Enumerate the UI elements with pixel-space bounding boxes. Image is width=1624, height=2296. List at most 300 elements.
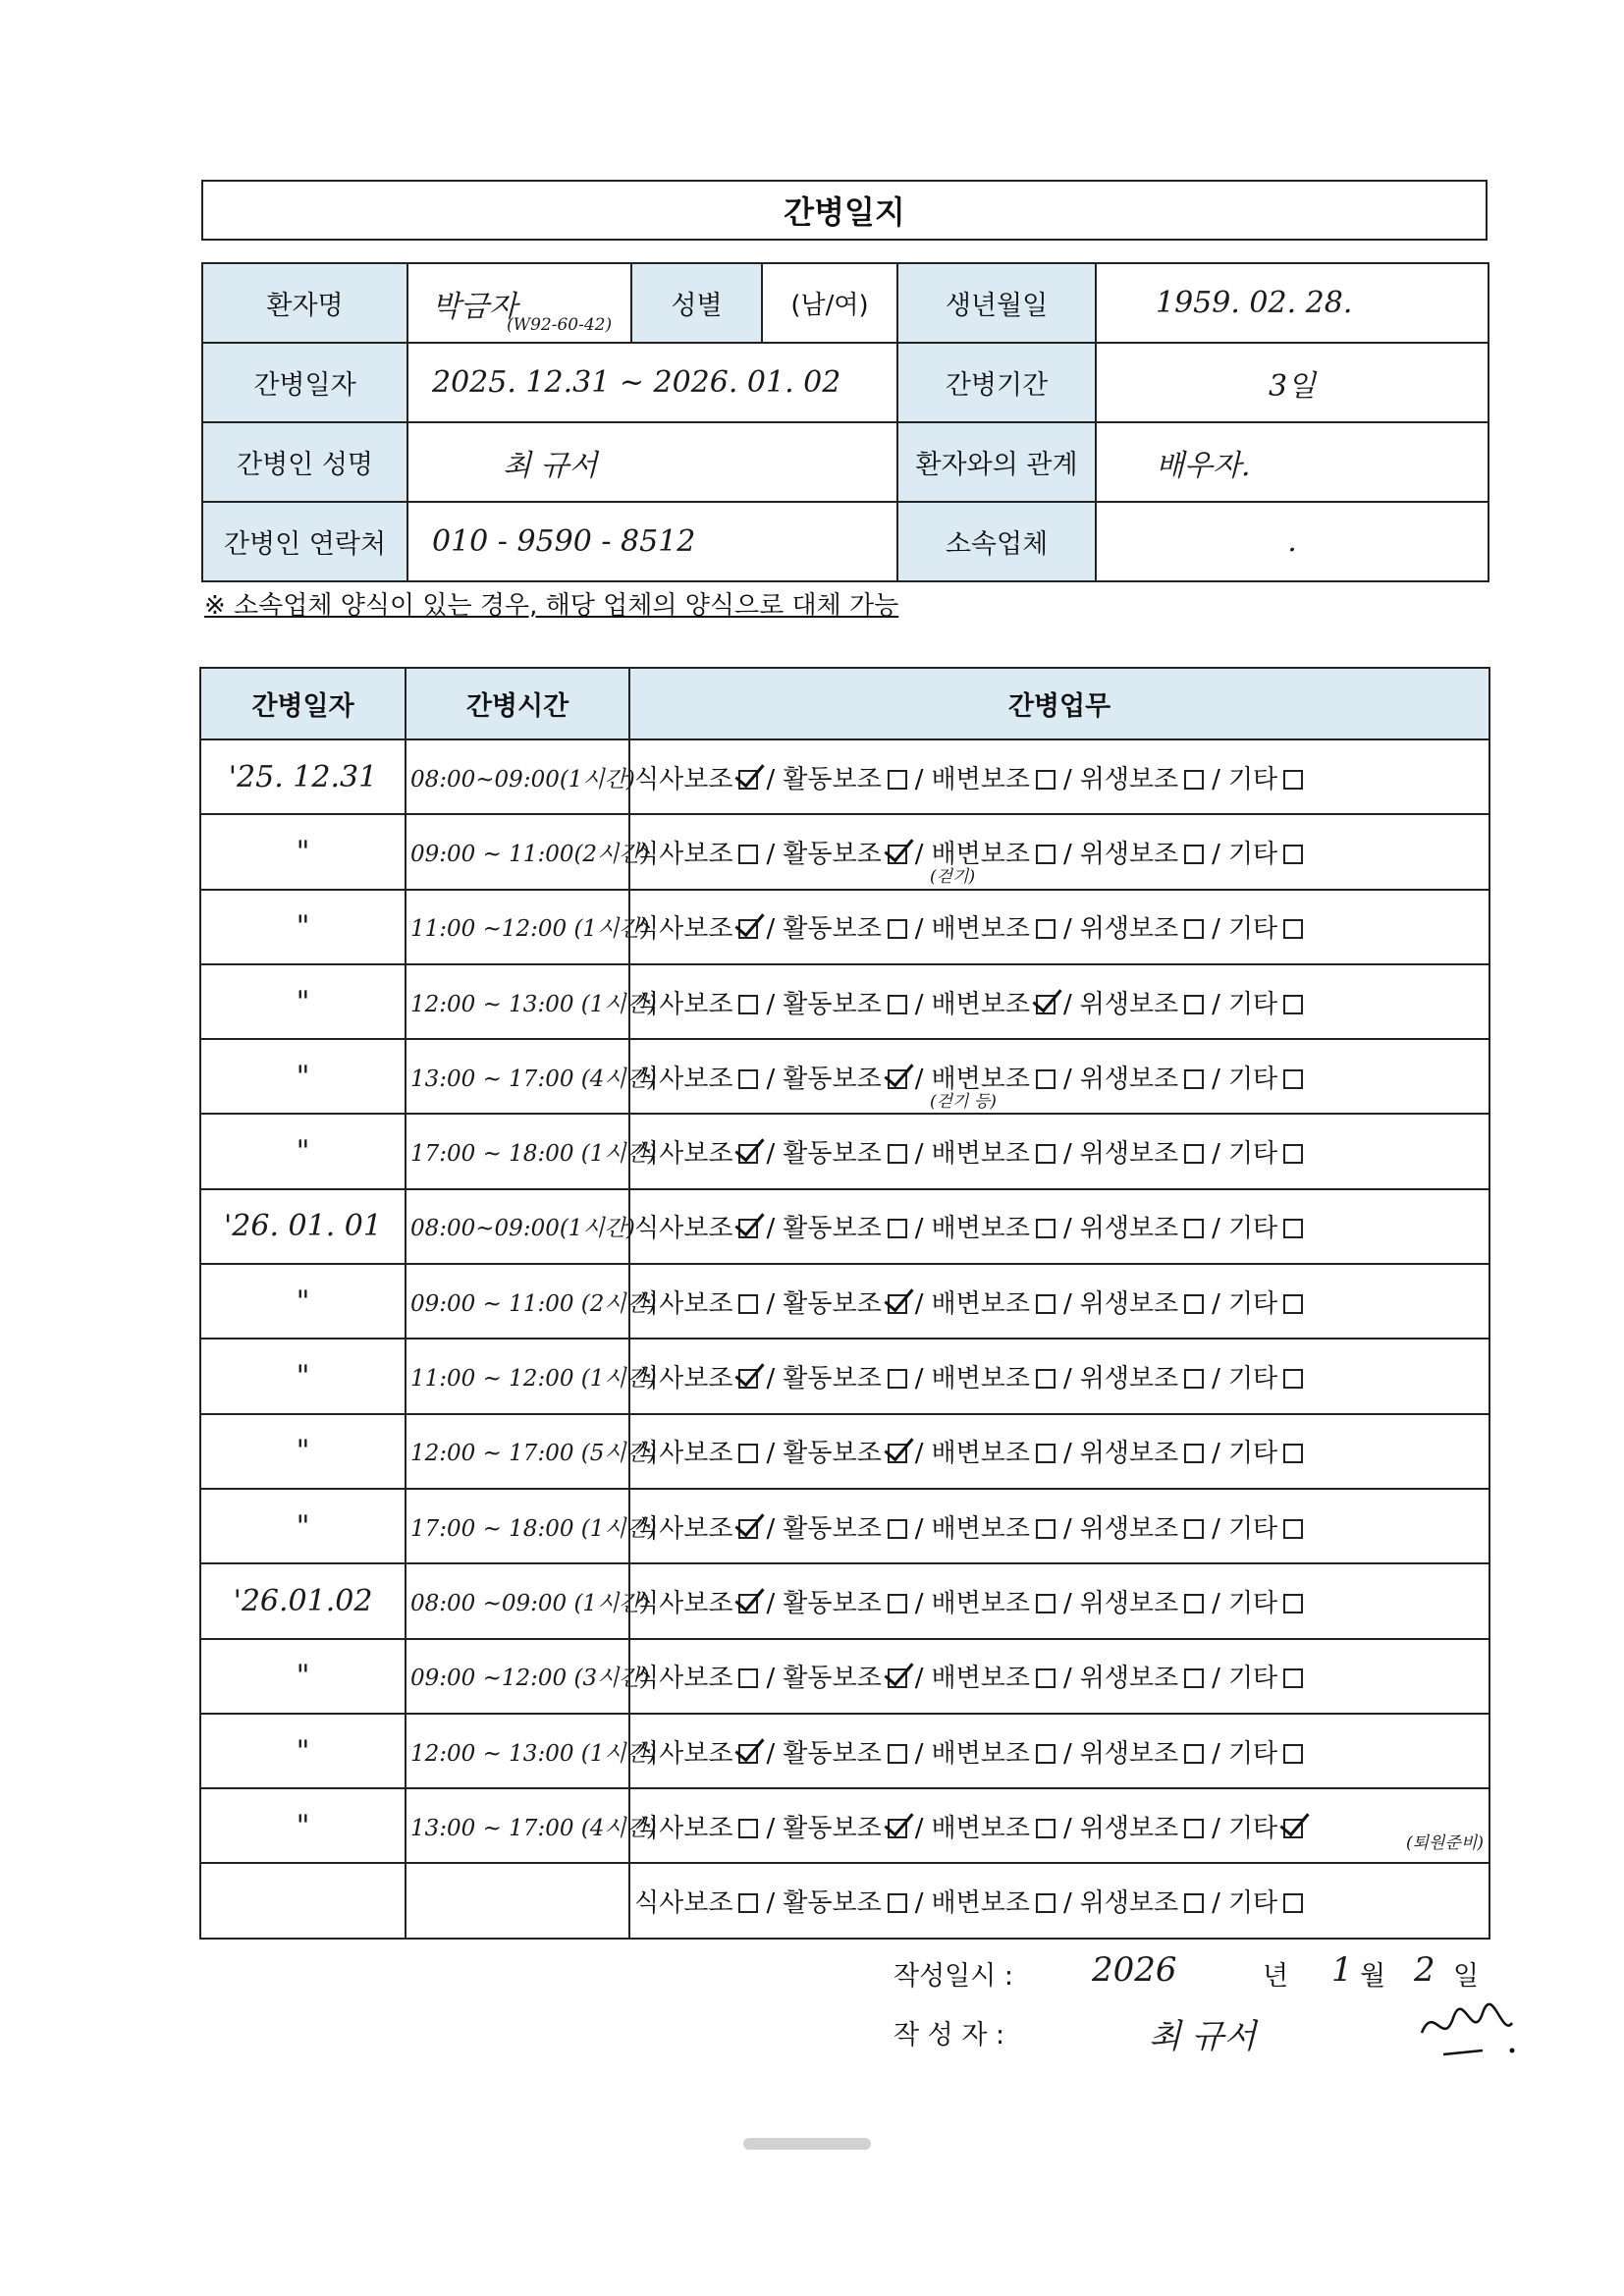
- task-label: 배변보조: [931, 1139, 1030, 1170]
- footer-year: 2026: [1092, 1950, 1177, 1990]
- task-checkbox[interactable]: [1283, 919, 1303, 939]
- task-label: 활동보조: [783, 1664, 882, 1694]
- task-checkbox[interactable]: [1184, 1744, 1204, 1764]
- task-checkbox[interactable]: [1036, 1893, 1056, 1913]
- task-separator: /: [1062, 1664, 1072, 1694]
- task-checkbox[interactable]: [738, 919, 758, 939]
- task-separator: /: [1062, 764, 1072, 794]
- task-checkbox[interactable]: [738, 1744, 758, 1764]
- task-separator: /: [1212, 1139, 1220, 1170]
- task-label: 식사보조: [634, 1064, 733, 1094]
- task-separator: /: [914, 1888, 924, 1919]
- log-date-cell: '26.01.02: [200, 1563, 406, 1638]
- task-checkbox[interactable]: [1036, 995, 1056, 1014]
- task-separator: /: [914, 1064, 924, 1094]
- log-row: [200, 1639, 1489, 1714]
- task-checkbox[interactable]: [738, 1369, 758, 1389]
- task-separator: /: [766, 1888, 776, 1919]
- task-label: 활동보조: [783, 1813, 882, 1843]
- task-label: 활동보조: [783, 764, 882, 794]
- task-label: 활동보조: [783, 1064, 882, 1094]
- task-separator: /: [914, 989, 924, 1019]
- task-separator: /: [1212, 1214, 1220, 1244]
- task-checkbox[interactable]: [888, 919, 907, 939]
- task-separator: /: [1062, 1439, 1072, 1469]
- task-checkbox[interactable]: [1184, 919, 1204, 939]
- task-separator: /: [914, 1738, 924, 1769]
- log-task-cell: [629, 1114, 1489, 1188]
- patient-name-value: [407, 263, 631, 343]
- task-checkbox[interactable]: [888, 1444, 907, 1463]
- log-row: [200, 1189, 1489, 1264]
- task-label: 위생보조: [1079, 989, 1179, 1019]
- gender-label: 성별: [631, 263, 762, 343]
- task-checkbox[interactable]: [1283, 1069, 1303, 1089]
- task-separator: /: [914, 1288, 924, 1319]
- task-label: 식사보조: [634, 1738, 733, 1769]
- footer-author-label: 작 성 자 :: [893, 2020, 1005, 2050]
- task-label: 활동보조: [783, 1139, 882, 1170]
- log-header-task: 간병업무: [629, 668, 1489, 739]
- task-label: 배변보조: [931, 1588, 1030, 1618]
- log-row: [200, 1863, 1489, 1938]
- task-separator: /: [1212, 914, 1220, 945]
- log-row: [200, 1714, 1489, 1788]
- task-checkbox[interactable]: [1283, 770, 1303, 790]
- task-checkbox[interactable]: [1283, 1668, 1303, 1688]
- task-label: 배변보조: [931, 1214, 1030, 1244]
- task-separator: /: [914, 1439, 924, 1469]
- task-separator: /: [1062, 1588, 1072, 1618]
- log-date-cell: ": [200, 964, 406, 1039]
- task-label: 기타: [1227, 1738, 1278, 1769]
- task-label: 배변보조: [931, 1513, 1030, 1544]
- task-label: 위생보조: [1079, 1288, 1179, 1319]
- care-dates-value: 2025. 12.31 ~ 2026. 01. 02: [407, 343, 897, 422]
- task-label: 위생보조: [1079, 1888, 1179, 1919]
- log-row: [200, 814, 1489, 889]
- care-duration-value: 3일: [1096, 343, 1489, 422]
- relationship-value: 배우자.: [1096, 422, 1489, 502]
- task-checkbox[interactable]: [1184, 1144, 1204, 1164]
- task-separator: /: [1212, 1813, 1220, 1843]
- task-separator: /: [766, 1214, 776, 1244]
- task-annotation: (걷기 등): [930, 1092, 997, 1113]
- log-task-cell: [629, 1264, 1489, 1339]
- task-separator: /: [1212, 989, 1220, 1019]
- task-label: 기타: [1227, 1888, 1278, 1919]
- task-checkbox[interactable]: [738, 1219, 758, 1238]
- task-checkbox[interactable]: [1036, 1594, 1056, 1613]
- care-dates-label: 간병일자: [202, 343, 407, 422]
- task-label: 식사보조: [634, 1364, 733, 1394]
- task-checkbox[interactable]: [1283, 1219, 1303, 1238]
- task-checkbox[interactable]: [738, 995, 758, 1014]
- task-checkbox[interactable]: [1283, 1369, 1303, 1389]
- log-date-cell: ": [200, 1414, 406, 1489]
- task-separator: /: [914, 764, 924, 794]
- task-label: 위생보조: [1079, 1364, 1179, 1394]
- care-duration-label: 간병기간: [897, 343, 1096, 422]
- log-row: [200, 1039, 1489, 1114]
- task-checkbox[interactable]: [1283, 1819, 1303, 1838]
- task-separator: /: [914, 1364, 924, 1394]
- task-separator: /: [1212, 1588, 1220, 1618]
- task-checkbox[interactable]: [888, 1594, 907, 1613]
- task-checkbox[interactable]: [1036, 770, 1056, 790]
- log-row: [200, 739, 1489, 814]
- task-checkbox[interactable]: [888, 1819, 907, 1838]
- log-task-cell: [629, 1788, 1489, 1863]
- task-label: 배변보조: [931, 1813, 1030, 1843]
- task-separator: /: [1062, 1139, 1072, 1170]
- task-separator: /: [766, 764, 776, 794]
- task-checkbox[interactable]: [888, 1069, 907, 1089]
- task-separator: /: [1062, 1214, 1072, 1244]
- footer-month-unit: 월: [1360, 1961, 1386, 1992]
- log-row: [200, 1489, 1489, 1563]
- log-row: [200, 890, 1489, 964]
- caregiver-name-label: 간병인 성명: [202, 422, 407, 502]
- log-date-cell: '26. 01. 01: [200, 1189, 406, 1264]
- task-separator: /: [1212, 1664, 1220, 1694]
- log-time-cell: [406, 1863, 629, 1938]
- task-checkbox[interactable]: [1036, 1069, 1056, 1089]
- task-separator: /: [1212, 1513, 1220, 1544]
- task-checkbox[interactable]: [1184, 1069, 1204, 1089]
- task-separator: /: [766, 1813, 776, 1843]
- task-checkbox[interactable]: [888, 845, 907, 864]
- task-separator: /: [1062, 1513, 1072, 1544]
- task-separator: /: [766, 1513, 776, 1544]
- task-checkbox[interactable]: [738, 1668, 758, 1688]
- task-separator: /: [1212, 839, 1220, 869]
- task-separator: /: [1062, 839, 1072, 869]
- task-label: 위생보조: [1079, 1064, 1179, 1094]
- task-label: 기타: [1227, 1214, 1278, 1244]
- footer-year-unit: 년: [1263, 1961, 1289, 1992]
- task-label: 활동보조: [783, 1513, 882, 1544]
- log-task-cell: [629, 1189, 1489, 1264]
- log-task-cell: [629, 890, 1489, 964]
- task-separator: /: [766, 1139, 776, 1170]
- task-checkbox[interactable]: [1283, 1594, 1303, 1613]
- log-date-cell: [200, 1863, 406, 1938]
- caregiver-name-value: 최 규서: [407, 422, 897, 502]
- task-label: 배변보조: [931, 1664, 1030, 1694]
- task-checkbox[interactable]: [1036, 1219, 1056, 1238]
- log-row: [200, 1114, 1489, 1188]
- log-time-cell: 11:00 ~ 12:00 (1시간): [406, 1339, 629, 1413]
- task-label: 식사보조: [634, 914, 733, 945]
- task-separator: /: [1062, 914, 1072, 945]
- task-separator: /: [766, 1588, 776, 1618]
- task-checkbox[interactable]: [1283, 995, 1303, 1014]
- task-checkbox[interactable]: [1184, 1444, 1204, 1463]
- footer-month: 1: [1331, 1950, 1353, 1990]
- task-separator: /: [1062, 1888, 1072, 1919]
- patient-name-label: 환자명: [202, 263, 407, 343]
- task-label: 기타: [1227, 1588, 1278, 1618]
- task-checkbox[interactable]: [888, 1519, 907, 1539]
- task-label: 배변보조: [931, 764, 1030, 794]
- task-checkbox[interactable]: [1283, 1744, 1303, 1764]
- author-signature: [1414, 1994, 1522, 2062]
- log-time-cell: 08:00 ~09:00 (1시간): [406, 1563, 629, 1638]
- task-separator: /: [766, 1364, 776, 1394]
- task-checkbox[interactable]: [1283, 845, 1303, 864]
- task-label: 기타: [1227, 1664, 1278, 1694]
- log-date-cell: ": [200, 1489, 406, 1563]
- log-date-cell: ": [200, 1264, 406, 1339]
- task-label: 활동보조: [783, 1214, 882, 1244]
- task-checkbox[interactable]: [1184, 1893, 1204, 1913]
- footer-day-unit: 일: [1453, 1961, 1480, 1992]
- log-date-cell: '25. 12.31: [200, 739, 406, 814]
- task-checkbox[interactable]: [1036, 1819, 1056, 1838]
- task-label: 활동보조: [783, 989, 882, 1019]
- caregiver-contact-label: 간병인 연락처: [202, 502, 407, 581]
- task-checkbox[interactable]: [738, 1294, 758, 1314]
- task-label: 기타: [1227, 1288, 1278, 1319]
- task-checkbox[interactable]: [1283, 1893, 1303, 1913]
- log-row: [200, 964, 1489, 1039]
- log-task-cell: [629, 1714, 1489, 1788]
- task-label: 활동보조: [783, 1288, 882, 1319]
- form-note: ※ 소속업체 양식이 있는 경우, 해당 업체의 양식으로 대체 가능: [204, 591, 899, 621]
- log-task-cell: [629, 1414, 1489, 1489]
- task-checkbox[interactable]: [1184, 1294, 1204, 1314]
- task-label: 기타: [1227, 839, 1278, 869]
- log-task-cell: [629, 1339, 1489, 1413]
- task-label: 위생보조: [1079, 1513, 1179, 1544]
- task-label: 위생보조: [1079, 1439, 1179, 1469]
- task-separator: /: [914, 1813, 924, 1843]
- task-checkbox[interactable]: [1184, 1369, 1204, 1389]
- task-checkbox[interactable]: [888, 770, 907, 790]
- log-time-cell: 17:00 ~ 18:00 (1시간): [406, 1489, 629, 1563]
- scan-smudge: [743, 2138, 871, 2150]
- task-label: 기타: [1227, 914, 1278, 945]
- log-date-cell: ": [200, 1639, 406, 1714]
- task-label: 식사보조: [634, 1664, 733, 1694]
- log-time-cell: 09:00 ~ 11:00(2시간): [406, 814, 629, 889]
- log-task-cell: [629, 1039, 1489, 1114]
- task-label: 배변보조: [931, 1064, 1030, 1094]
- log-row: [200, 1339, 1489, 1413]
- task-label: 기타: [1227, 1364, 1278, 1394]
- task-checkbox[interactable]: [738, 845, 758, 864]
- task-separator: /: [914, 839, 924, 869]
- task-label: 배변보조: [931, 1738, 1030, 1769]
- patient-name-text: 박금자: [432, 289, 517, 324]
- task-separator: /: [1212, 1738, 1220, 1769]
- task-label: 위생보조: [1079, 1139, 1179, 1170]
- task-annotation: (퇴원준비): [1406, 1833, 1484, 1854]
- birth-label: 생년월일: [897, 263, 1096, 343]
- task-checkbox[interactable]: [888, 1668, 907, 1688]
- log-task-cell: [629, 814, 1489, 889]
- task-separator: /: [1062, 1738, 1072, 1769]
- task-checkbox[interactable]: [1184, 1219, 1204, 1238]
- log-date-cell: ": [200, 1339, 406, 1413]
- task-label: 배변보조: [931, 1888, 1030, 1919]
- task-label: 식사보조: [634, 1139, 733, 1170]
- task-checkbox[interactable]: [1036, 1668, 1056, 1688]
- task-label: 위생보조: [1079, 1813, 1179, 1843]
- task-separator: /: [914, 914, 924, 945]
- log-time-cell: 08:00~09:00(1시간): [406, 1189, 629, 1264]
- log-time-cell: 12:00 ~ 13:00 (1시간): [406, 1714, 629, 1788]
- log-date-cell: ": [200, 814, 406, 889]
- log-task-cell: [629, 964, 1489, 1039]
- log-task-cell: [629, 1489, 1489, 1563]
- log-date-cell: ": [200, 1788, 406, 1863]
- log-task-cell: [629, 1639, 1489, 1714]
- footer-day: 2: [1414, 1950, 1435, 1990]
- task-checkbox[interactable]: [1283, 1519, 1303, 1539]
- task-label: 활동보조: [783, 1888, 882, 1919]
- task-checkbox[interactable]: [1036, 1144, 1056, 1164]
- log-header-date: 간병일자: [200, 668, 406, 739]
- gender-value: (남/여): [762, 263, 897, 343]
- task-checkbox[interactable]: [1283, 1294, 1303, 1314]
- task-checkbox[interactable]: [1283, 1144, 1303, 1164]
- task-checkbox[interactable]: [1184, 1519, 1204, 1539]
- task-checkbox[interactable]: [1184, 845, 1204, 864]
- task-checkbox[interactable]: [888, 1219, 907, 1238]
- log-time-cell: 08:00~09:00(1시간): [406, 739, 629, 814]
- task-separator: /: [914, 1214, 924, 1244]
- task-separator: /: [766, 989, 776, 1019]
- task-label: 위생보조: [1079, 1214, 1179, 1244]
- log-date-cell: ": [200, 1114, 406, 1188]
- task-checkbox[interactable]: [1184, 1668, 1204, 1688]
- log-time-cell: 13:00 ~ 17:00 (4시간): [406, 1039, 629, 1114]
- task-label: 식사보조: [634, 839, 733, 869]
- birth-value: 1959. 02. 28.: [1096, 263, 1489, 343]
- task-checkbox[interactable]: [1036, 845, 1056, 864]
- log-task-cell: [629, 1563, 1489, 1638]
- task-checkbox[interactable]: [738, 1819, 758, 1838]
- relationship-label: 환자와의 관계: [897, 422, 1096, 502]
- task-checkbox[interactable]: [738, 1069, 758, 1089]
- task-label: 기타: [1227, 1439, 1278, 1469]
- task-label: 기타: [1227, 764, 1278, 794]
- task-label: 위생보조: [1079, 839, 1179, 869]
- task-label: 위생보조: [1079, 914, 1179, 945]
- task-separator: /: [1062, 1364, 1072, 1394]
- task-checkbox[interactable]: [1184, 1594, 1204, 1613]
- task-label: 식사보조: [634, 1513, 733, 1544]
- task-separator: /: [766, 1288, 776, 1319]
- task-label: 기타: [1227, 1513, 1278, 1544]
- task-separator: /: [1062, 1064, 1072, 1094]
- task-separator: /: [1212, 1064, 1220, 1094]
- task-checkbox[interactable]: [1036, 1519, 1056, 1539]
- task-checkbox[interactable]: [1184, 995, 1204, 1014]
- task-label: 배변보조: [931, 989, 1030, 1019]
- log-time-cell: 12:00 ~ 13:00 (1시간): [406, 964, 629, 1039]
- task-checkbox[interactable]: [738, 1144, 758, 1164]
- log-date-cell: ": [200, 1714, 406, 1788]
- task-checkbox[interactable]: [1036, 1294, 1056, 1314]
- log-date-cell: ": [200, 890, 406, 964]
- task-checkbox[interactable]: [1036, 1444, 1056, 1463]
- task-checkbox[interactable]: [1036, 919, 1056, 939]
- task-separator: /: [914, 1139, 924, 1170]
- task-label: 기타: [1227, 1139, 1278, 1170]
- log-task-cell: [629, 1863, 1489, 1938]
- log-task-cell: [629, 739, 1489, 814]
- task-label: 활동보조: [783, 914, 882, 945]
- task-label: 배변보조: [931, 1439, 1030, 1469]
- task-checkbox[interactable]: [888, 1744, 907, 1764]
- task-checkbox[interactable]: [888, 1893, 907, 1913]
- log-time-cell: 13:00 ~ 17:00 (4시간): [406, 1788, 629, 1863]
- task-label: 위생보조: [1079, 1664, 1179, 1694]
- task-checkbox[interactable]: [1036, 1369, 1056, 1389]
- task-checkbox[interactable]: [1283, 1444, 1303, 1463]
- patient-id-note: (W92-60-42): [507, 315, 613, 335]
- task-checkbox[interactable]: [738, 770, 758, 790]
- task-separator: /: [1212, 1364, 1220, 1394]
- task-label: 기타: [1227, 1813, 1278, 1843]
- task-separator: /: [1062, 1288, 1072, 1319]
- task-checkbox[interactable]: [738, 1444, 758, 1463]
- task-separator: /: [766, 914, 776, 945]
- page-title: 간병일지: [201, 180, 1488, 241]
- task-label: 식사보조: [634, 1439, 733, 1469]
- task-label: 활동보조: [783, 1439, 882, 1469]
- log-row: [200, 1414, 1489, 1489]
- task-label: 활동보조: [783, 1364, 882, 1394]
- agency-value: .: [1096, 502, 1489, 581]
- task-label: 기타: [1227, 1064, 1278, 1094]
- task-label: 위생보조: [1079, 1738, 1179, 1769]
- task-label: 위생보조: [1079, 1588, 1179, 1618]
- task-checkbox[interactable]: [738, 1519, 758, 1539]
- log-time-cell: 12:00 ~ 17:00 (5시간): [406, 1414, 629, 1489]
- task-checkbox[interactable]: [1184, 770, 1204, 790]
- footer-author-name: 최 규서: [1149, 2017, 1257, 2056]
- task-label: 활동보조: [783, 1588, 882, 1618]
- care-log-table: [199, 667, 1490, 1940]
- task-separator: /: [1212, 764, 1220, 794]
- task-label: 식사보조: [634, 989, 733, 1019]
- task-checkbox[interactable]: [888, 995, 907, 1014]
- task-checkbox[interactable]: [738, 1893, 758, 1913]
- task-label: 배변보조: [931, 839, 1030, 869]
- task-label: 식사보조: [634, 764, 733, 794]
- task-checkbox[interactable]: [738, 1594, 758, 1613]
- task-checkbox[interactable]: [888, 1369, 907, 1389]
- agency-label: 소속업체: [897, 502, 1096, 581]
- task-checkbox[interactable]: [1184, 1819, 1204, 1838]
- task-separator: /: [766, 1738, 776, 1769]
- task-separator: /: [914, 1664, 924, 1694]
- task-label: 식사보조: [634, 1588, 733, 1618]
- task-checkbox[interactable]: [888, 1144, 907, 1164]
- log-time-cell: 17:00 ~ 18:00 (1시간): [406, 1114, 629, 1188]
- task-separator: /: [1062, 1813, 1072, 1843]
- task-checkbox[interactable]: [1036, 1744, 1056, 1764]
- task-separator: /: [1212, 1888, 1220, 1919]
- task-separator: /: [914, 1513, 924, 1544]
- task-label: 기타: [1227, 989, 1278, 1019]
- task-checkbox[interactable]: [888, 1294, 907, 1314]
- log-header-time: 간병시간: [406, 668, 629, 739]
